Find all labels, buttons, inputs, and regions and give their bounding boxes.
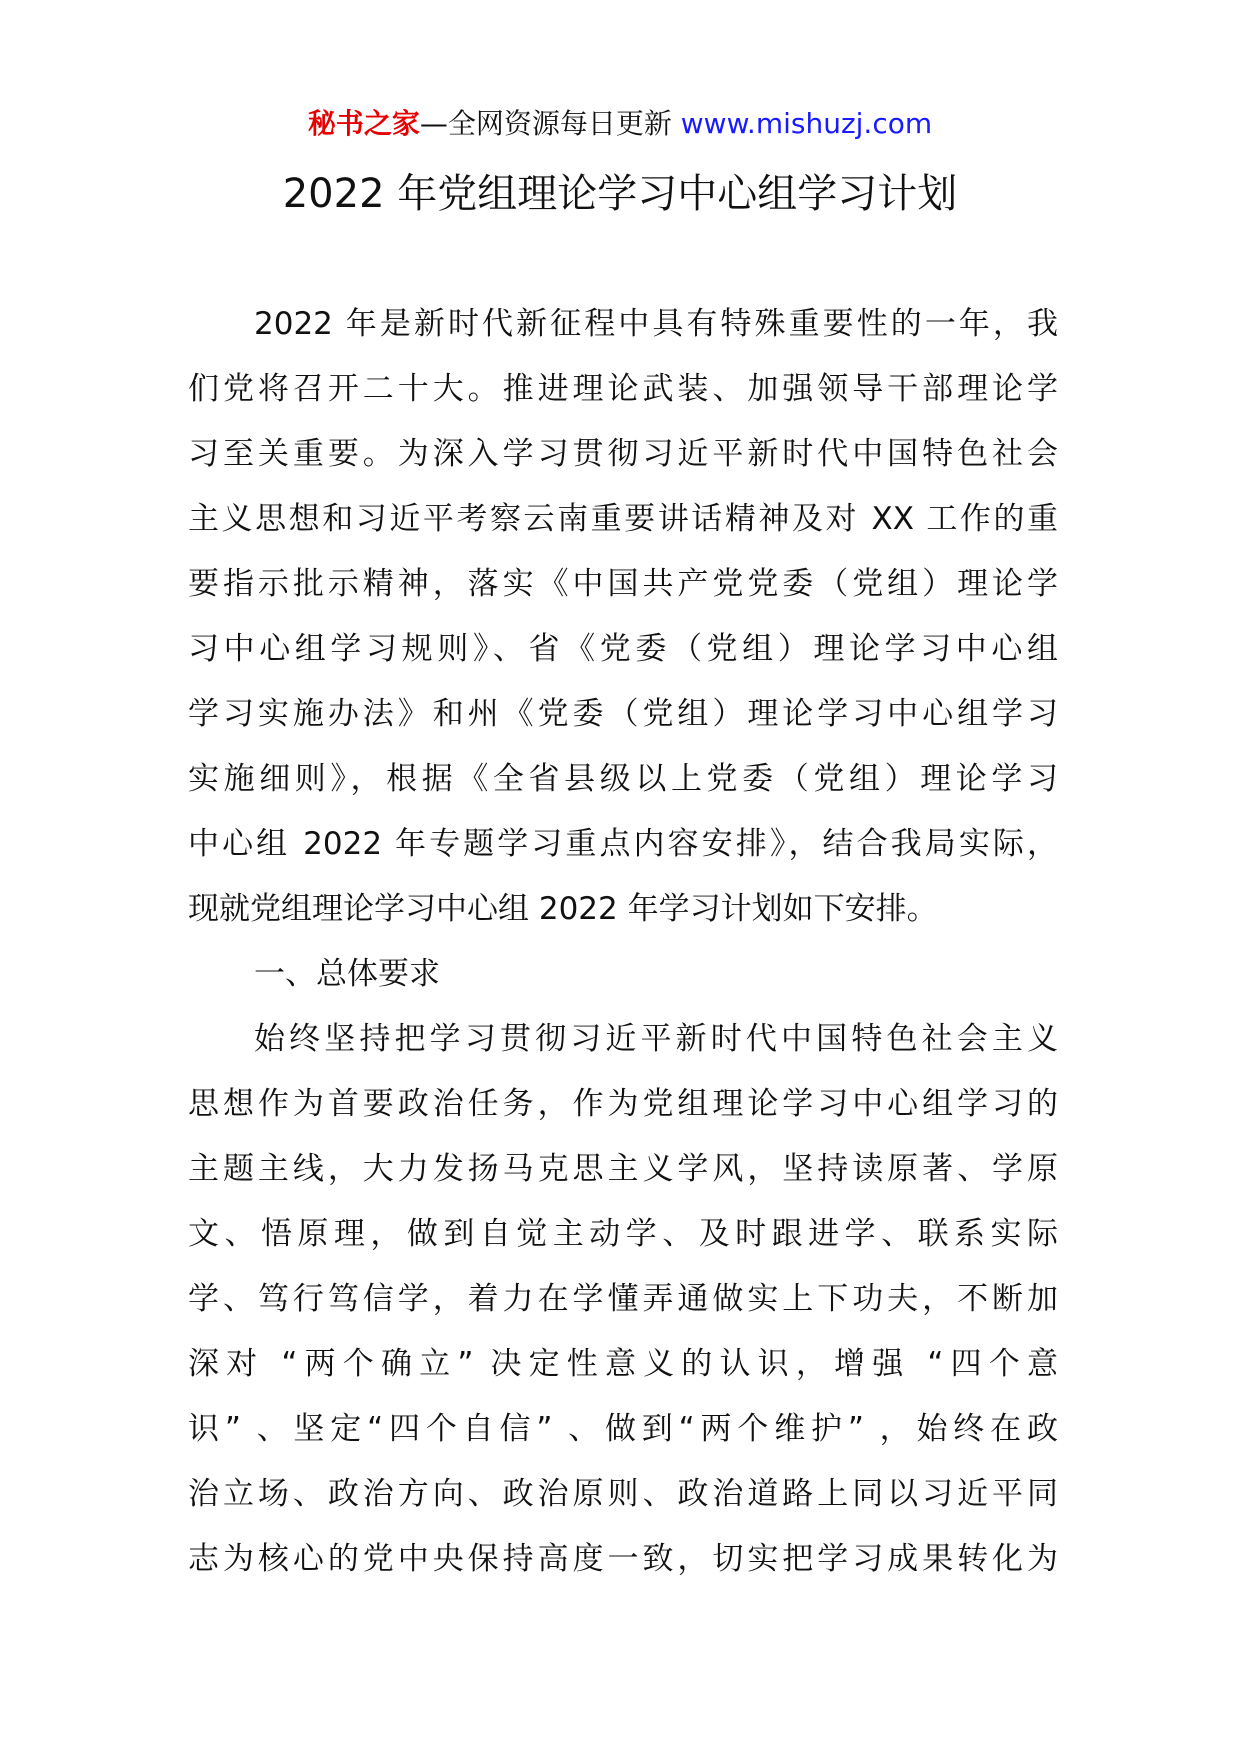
text-line: 主义思想和习近平考察云南重要讲话精神及对 XX 工作的重: [188, 501, 1058, 537]
site-header: [0, 104, 1240, 144]
site-name: 秘书之家: [307, 107, 420, 140]
text-line: 2022 年是新时代新征程中具有特殊重要性的一年，我: [254, 306, 1058, 342]
text-line: 中心组 2022 年专题学习重点内容安排》，结合我局实际，: [188, 826, 1058, 862]
text-line: 始终坚持把学习贯彻习近平新时代中国特色社会主义: [254, 1021, 1058, 1057]
paragraph-intro: [188, 292, 1058, 942]
text-line: 志为核心的党中央保持高度一致，切实把学习成果转化为: [188, 1541, 1058, 1577]
site-url-link[interactable]: www.mishuzj.com: [680, 107, 933, 140]
text-line: 实施细则》，根据《全省县级以上党委（党组）理论学习: [188, 761, 1058, 797]
text-line: 学习实施办法》和州《党委（党组）理论学习中心组学习: [188, 696, 1058, 732]
text-line: 主题主线，大力发扬马克思主义学风，坚持读原著、学原: [188, 1151, 1058, 1187]
text-line: 习中心组学习规则》、省《党委（党组）理论学习中心组: [188, 631, 1058, 667]
document-body: [188, 292, 1058, 1592]
text-line: 习至关重要。为深入学习贯彻习近平新时代中国特色社会: [188, 436, 1058, 472]
text-line: 现就党组理论学习中心组 2022 年学习计划如下安排。: [188, 891, 938, 927]
text-line: 识” 、坚定“四个自信” 、做到“两个维护” ，始终在政: [188, 1411, 1058, 1447]
text-line: 治立场、政治方向、政治原则、政治道路上同以习近平同: [188, 1476, 1058, 1512]
text-line: 文、悟原理，做到自觉主动学、及时跟进学、联系实际: [188, 1216, 1058, 1252]
section-heading: 一、总体要求: [254, 956, 440, 992]
document-title: 2022 年党组理论学习中心组学习计划: [282, 171, 958, 217]
paragraph-general-requirements: [188, 1007, 1058, 1592]
text-line: 思想作为首要政治任务，作为党组理论学习中心组学习的: [188, 1086, 1058, 1122]
text-line: 深对 “两个确立” 决定性意义的认识，增强 “四个意: [188, 1346, 1058, 1382]
text-line: 们党将召开二十大。推进理论武装、加强领导干部理论学: [188, 371, 1058, 407]
text-line: 要指示批示精神，落实《中国共产党党委（党组）理论学: [188, 566, 1058, 602]
site-slogan: —全网资源每日更新: [419, 107, 681, 140]
text-line: 学、笃行笃信学，着力在学懂弄通做实上下功夫，不断加: [188, 1281, 1058, 1317]
